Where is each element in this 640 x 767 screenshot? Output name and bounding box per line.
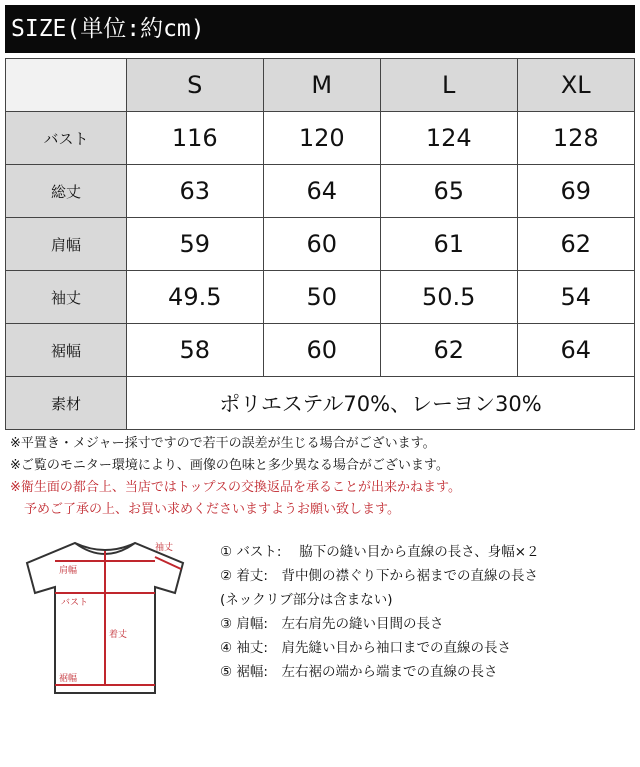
column-header-l: L: [380, 59, 517, 112]
note-line-warning: 予めご了承の上、お買い求めくださいますようお願い致します。: [24, 502, 400, 517]
definition-item: ② 着丈: 背中側の襟ぐり下から裾までの直線の長さ: [220, 568, 538, 584]
definition-item: (ネックリブ部分は含まない): [220, 592, 393, 608]
table-cell: 58: [127, 324, 264, 377]
notes: [10, 433, 630, 521]
row-label: 肩幅: [6, 218, 127, 271]
note-line: ※平置き・メジャー採寸ですので若干の誤差が生じる場合がございます。: [10, 436, 436, 451]
size-table: [5, 58, 635, 430]
page-title: SIZE(単位:約cm): [5, 5, 635, 53]
table-cell: 50: [263, 271, 380, 324]
table-row-bust: [6, 112, 635, 165]
bust-label: バスト: [61, 598, 89, 608]
table-row-material: [6, 377, 635, 430]
material-value: ポリエステル70%、レーヨン30%: [127, 377, 635, 430]
table-cell: 54: [517, 271, 635, 324]
row-label: バスト: [6, 112, 127, 165]
table-cell: 62: [517, 218, 635, 271]
sleeve-label: 袖丈: [155, 543, 174, 553]
tshirt-measurement-diagram: [5, 535, 205, 700]
table-cell: 124: [380, 112, 517, 165]
table-cell: 64: [263, 165, 380, 218]
table-cell: 60: [263, 324, 380, 377]
column-header-s: S: [127, 59, 264, 112]
table-row-length: [6, 165, 635, 218]
table-cell: 116: [127, 112, 264, 165]
table-cell: 62: [380, 324, 517, 377]
table-header-row: [6, 59, 635, 112]
table-cell: 60: [263, 218, 380, 271]
measurement-definitions: [220, 540, 620, 684]
definition-item: ⑤ 裾幅: 左右裾の端から端までの直線の長さ: [220, 664, 498, 680]
column-header-m: M: [263, 59, 380, 112]
definition-item: ④ 袖丈: 肩先縫い目から袖口までの直線の長さ: [220, 640, 511, 656]
definition-item: ① バスト: 脇下の縫い目から直線の長さ、身幅×２: [220, 544, 540, 560]
table-cell: 49.5: [127, 271, 264, 324]
table-cell: 50.5: [380, 271, 517, 324]
table-cell: 128: [517, 112, 635, 165]
definition-item: ③ 肩幅: 左右肩先の縫い目間の長さ: [220, 616, 444, 632]
length-label: 着丈: [109, 630, 128, 640]
table-cell: 61: [380, 218, 517, 271]
table-cell: 120: [263, 112, 380, 165]
row-label: 袖丈: [6, 271, 127, 324]
table-corner-cell: [6, 59, 127, 112]
hem-label: 裾幅: [59, 674, 78, 684]
column-header-xl: XL: [517, 59, 635, 112]
note-line: ※ご覧のモニター環境により、画像の色味と多少異なる場合がございます。: [10, 458, 449, 473]
row-label: 裾幅: [6, 324, 127, 377]
table-row-shoulder: [6, 218, 635, 271]
table-cell: 63: [127, 165, 264, 218]
table-row-hem: [6, 324, 635, 377]
table-cell: 64: [517, 324, 635, 377]
note-line-warning: ※衛生面の都合上、当店ではトップスの交換返品を承ることが出来かねます。: [10, 480, 461, 495]
shoulder-label: 肩幅: [59, 566, 78, 576]
row-label: 総丈: [6, 165, 127, 218]
row-label: 素材: [6, 377, 127, 430]
table-cell: 69: [517, 165, 635, 218]
table-row-sleeve: [6, 271, 635, 324]
table-cell: 65: [380, 165, 517, 218]
table-cell: 59: [127, 218, 264, 271]
